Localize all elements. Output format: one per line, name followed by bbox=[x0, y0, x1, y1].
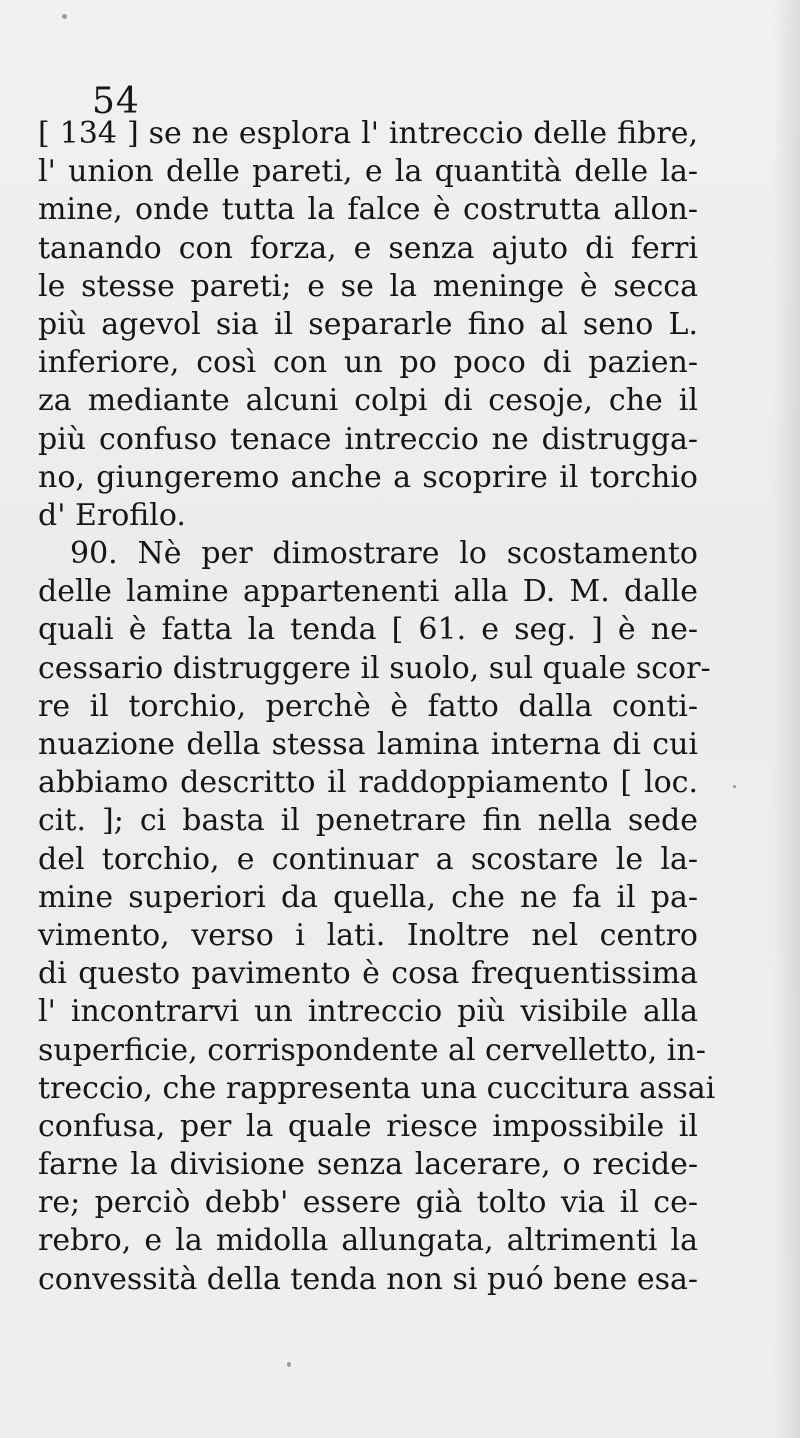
body-text bbox=[38, 115, 716, 1299]
text-line: no, giungeremo anche a scoprire il torchio bbox=[38, 459, 698, 495]
text-line: mine, onde tutta la falce è costrutta allon- bbox=[38, 192, 698, 228]
paragraph-start-line: 90. Nè per dimostrare lo scostamento bbox=[70, 536, 698, 572]
text-line: mine superiori da quella, che ne fa il pa- bbox=[38, 879, 698, 915]
text-line: tanando con forza, e senza ajuto di ferri bbox=[38, 230, 698, 266]
text-line: treccio, che rappresenta una cuccitura assai bbox=[38, 1070, 716, 1106]
text-line: inferiore, così con un po poco di pazien- bbox=[38, 345, 698, 381]
text-line: nuazione della stessa lamina interna di cui bbox=[38, 727, 698, 762]
text-line: cessario distruggere il suolo, sul quale scor- bbox=[38, 650, 711, 686]
text-line: più agevol sia il separarle fino al seno L. bbox=[38, 306, 698, 342]
text-line: l' union delle pareti, e la quantità delle la- bbox=[38, 154, 698, 190]
text-line: delle lamine appartenenti alla D. M. dalle bbox=[38, 574, 698, 610]
text-line: re; perciò debb' essere già tolto via il ce- bbox=[38, 1185, 698, 1221]
text-line: le stesse pareti; e se la meninge è secca bbox=[38, 268, 698, 304]
paper-speck bbox=[287, 1362, 291, 1367]
text-line: za mediante alcuni colpi di cesoje, che il bbox=[38, 383, 698, 419]
text-line: del torchio, e continuar a scostare le la- bbox=[38, 841, 698, 877]
page-edge-shadow bbox=[772, 0, 800, 1438]
text-line: abbiamo descritto il raddoppiamento [ loc. bbox=[38, 765, 698, 801]
text-line: rebro, e la midolla allungata, altrimenti la bbox=[38, 1223, 698, 1259]
text-line: confusa, per la quale riesce impossibile il bbox=[38, 1108, 698, 1144]
page-number: 54 bbox=[92, 81, 140, 122]
paper-speck bbox=[62, 14, 67, 19]
text-line: farne la divisione senza lacerare, o recide- bbox=[38, 1147, 698, 1183]
text-line: superficie, corrispondente al cervelletto, in- bbox=[38, 1032, 706, 1068]
text-line: quali è fatta la tenda [ 61. e seg. ] è ne- bbox=[38, 612, 698, 648]
paper-speck bbox=[733, 785, 736, 788]
text-line: [ 134 ] se ne esplora l' intreccio delle fibre, bbox=[38, 116, 698, 151]
text-line: d' Erofilo. bbox=[38, 497, 186, 533]
text-line: vimento, verso i lati. Inoltre nel centro bbox=[38, 917, 698, 953]
text-line: re il torchio, perchè è fatto dalla conti- bbox=[38, 688, 698, 724]
text-line: cit. ]; ci basta il penetrare fin nella sede bbox=[38, 803, 698, 839]
text-line: più confuso tenace intreccio ne distrugga- bbox=[38, 421, 698, 457]
text-line: l' incontrarvi un intreccio più visibile alla bbox=[38, 994, 698, 1030]
text-line: convessità della tenda non si puó bene esa- bbox=[38, 1261, 698, 1297]
text-line: di questo pavimento è cosa frequentissima bbox=[38, 956, 698, 992]
